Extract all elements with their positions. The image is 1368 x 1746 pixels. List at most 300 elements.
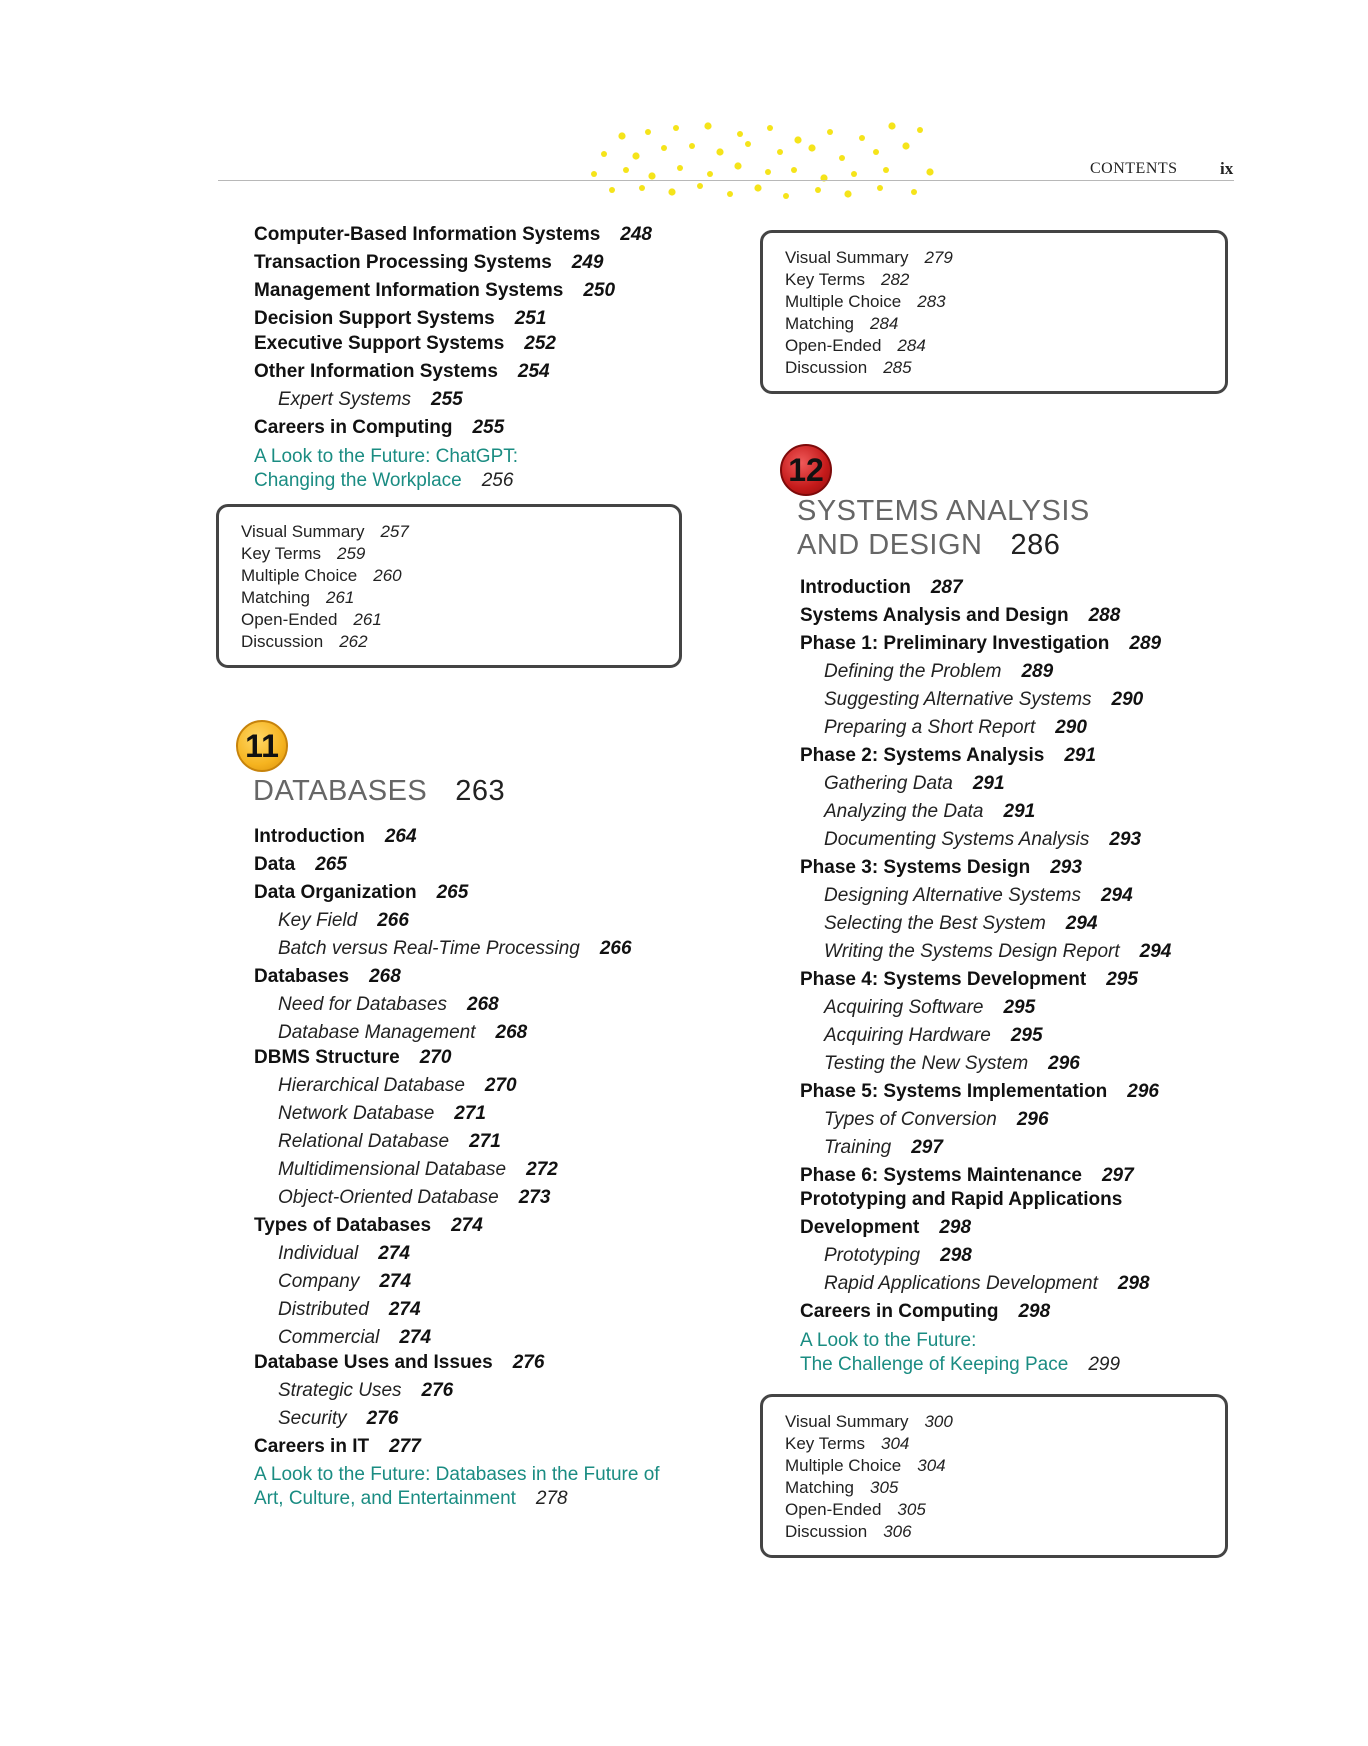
review-item bbox=[785, 1433, 1203, 1455]
toc-entry bbox=[800, 1081, 1159, 1103]
entry-page-number: 293 bbox=[1109, 829, 1142, 850]
toc-entry bbox=[254, 1215, 483, 1237]
entry-title: Decision Support Systems bbox=[254, 308, 495, 329]
entry-title: Selecting the Best System bbox=[824, 913, 1046, 934]
review-item-label: Matching bbox=[785, 314, 854, 333]
toc-subentry bbox=[800, 801, 1035, 823]
review-item-page: 283 bbox=[917, 292, 946, 311]
review-item bbox=[785, 1477, 1203, 1499]
entry-title: Changing the Workplace bbox=[254, 470, 462, 491]
entry-title: Types of Databases bbox=[254, 1215, 432, 1236]
entry-page-number: 294 bbox=[1100, 885, 1133, 906]
decorative-dot bbox=[707, 171, 713, 177]
toc-entry bbox=[800, 605, 1120, 627]
chapter10-review-box bbox=[216, 504, 682, 668]
decorative-dot bbox=[737, 131, 743, 137]
chapter12-title bbox=[797, 494, 1090, 562]
toc-subentry bbox=[800, 1273, 1150, 1295]
decorative-dot bbox=[794, 136, 801, 143]
toc-entry bbox=[800, 1301, 1050, 1323]
entry-title: Development bbox=[800, 1217, 920, 1238]
entry-page-number: 289 bbox=[1129, 633, 1162, 654]
toc-entry bbox=[254, 882, 468, 904]
entry-title: Executive Support Systems bbox=[254, 333, 505, 354]
review-item-page: 285 bbox=[883, 358, 912, 377]
review-item-page: 260 bbox=[373, 566, 402, 585]
entry-title: Data Organization bbox=[254, 882, 417, 903]
entry-title: DBMS Structure bbox=[254, 1047, 400, 1068]
review-item-page: 306 bbox=[883, 1522, 912, 1541]
entry-title: Transaction Processing Systems bbox=[254, 252, 552, 273]
toc-entry bbox=[800, 577, 963, 599]
toc-subentry bbox=[800, 717, 1087, 739]
chapter11-number: 11 bbox=[245, 727, 279, 764]
decorative-dot bbox=[618, 132, 625, 139]
toc-subentry bbox=[800, 941, 1171, 963]
entry-title: Batch versus Real-Time Processing bbox=[278, 938, 580, 959]
entry-title: Databases bbox=[254, 966, 350, 987]
entry-page-number: 270 bbox=[419, 1047, 452, 1068]
entry-title: Rapid Applications Development bbox=[824, 1273, 1098, 1294]
entry-title: Defining the Problem bbox=[824, 661, 1002, 682]
toc-subentry bbox=[254, 1131, 501, 1153]
review-item-page: 300 bbox=[924, 1412, 953, 1431]
entry-title: Key Field bbox=[278, 910, 358, 931]
entry-title: Prototyping and Rapid Applications bbox=[800, 1189, 1123, 1210]
decorative-dot bbox=[911, 189, 917, 195]
entry-title: Systems Analysis and Design bbox=[800, 605, 1069, 626]
entry-title: Preparing a Short Report bbox=[824, 717, 1036, 738]
toc-entry bbox=[800, 633, 1161, 655]
review-item-label: Matching bbox=[785, 1478, 854, 1497]
toc-subentry bbox=[800, 1109, 1049, 1131]
review-item-page: 304 bbox=[917, 1456, 946, 1475]
entry-page-number: 296 bbox=[1016, 1109, 1049, 1130]
entry-page-number: 255 bbox=[431, 389, 463, 410]
decorative-dot bbox=[673, 125, 679, 131]
entry-title: Designing Alternative Systems bbox=[824, 885, 1081, 906]
entry-page-number: 295 bbox=[1003, 997, 1036, 1018]
entry-page-number: 287 bbox=[930, 577, 963, 598]
chapter11-review-box bbox=[760, 230, 1228, 394]
entry-page-number: 249 bbox=[571, 252, 604, 273]
decorative-dot bbox=[648, 172, 655, 179]
entry-page-number: 252 bbox=[524, 333, 556, 354]
entry-title: A Look to the Future: Databases in the Future of bbox=[254, 1464, 660, 1485]
entry-title: Prototyping bbox=[824, 1245, 921, 1266]
entry-page-number: 268 bbox=[495, 1022, 528, 1043]
review-item-label: Visual Summary bbox=[241, 522, 365, 541]
entry-page-number: 288 bbox=[1088, 605, 1121, 626]
toc-subentry bbox=[254, 910, 409, 932]
toc-entry bbox=[254, 1436, 421, 1458]
entry-page-number: 265 bbox=[436, 882, 469, 903]
toc-subentry bbox=[254, 1299, 421, 1321]
review-item bbox=[785, 247, 1203, 269]
entry-title: Relational Database bbox=[278, 1131, 450, 1152]
review-item-label: Key Terms bbox=[785, 270, 865, 289]
entry-page-number: 299 bbox=[1088, 1354, 1121, 1375]
entry-page-number: 272 bbox=[526, 1159, 558, 1180]
review-item bbox=[241, 565, 657, 587]
entry-title: Commercial bbox=[278, 1327, 380, 1348]
review-item bbox=[241, 587, 657, 609]
review-item-page: 284 bbox=[897, 336, 926, 355]
toc-subentry bbox=[254, 994, 499, 1016]
review-item bbox=[785, 291, 1203, 313]
toc-subentry bbox=[254, 1159, 558, 1181]
toc-entry bbox=[254, 1352, 544, 1374]
toc-subentry bbox=[800, 1025, 1043, 1047]
entry-title: Distributed bbox=[278, 1299, 369, 1320]
entry-title: Introduction bbox=[254, 826, 365, 847]
decorative-dot bbox=[777, 149, 783, 155]
entry-title: Testing the New System bbox=[824, 1053, 1029, 1074]
entry-page-number: 291 bbox=[972, 773, 1005, 794]
chapter12-title-line1: SYSTEMS ANALYSIS bbox=[797, 495, 1090, 527]
decorative-dot bbox=[765, 169, 771, 175]
entry-title: Management Information Systems bbox=[254, 280, 564, 301]
review-item-page: 282 bbox=[881, 270, 910, 289]
entry-page-number: 298 bbox=[1018, 1301, 1051, 1322]
entry-page-number: 251 bbox=[514, 308, 547, 329]
entry-page-number: 268 bbox=[467, 994, 499, 1015]
look-to-future-entry bbox=[800, 1354, 1120, 1376]
chapter12-number: 12 bbox=[788, 451, 824, 488]
toc-entry bbox=[800, 1189, 1122, 1211]
review-item-page: 305 bbox=[869, 1478, 899, 1497]
toc-entry bbox=[254, 361, 550, 383]
entry-title: Suggesting Alternative Systems bbox=[824, 689, 1092, 710]
review-item bbox=[241, 521, 657, 543]
entry-title: Phase 6: Systems Maintenance bbox=[800, 1165, 1082, 1186]
entry-page-number: 254 bbox=[517, 361, 550, 382]
review-item-label: Discussion bbox=[785, 1522, 868, 1541]
decorative-dot bbox=[745, 141, 751, 147]
review-item bbox=[785, 1411, 1203, 1433]
chapter11-badge bbox=[236, 720, 288, 772]
toc-entry bbox=[800, 745, 1096, 767]
entry-page-number: 276 bbox=[366, 1408, 399, 1429]
review-item-page: 261 bbox=[353, 610, 382, 629]
review-item bbox=[785, 1455, 1203, 1477]
decorative-dot bbox=[689, 143, 695, 149]
entry-page-number: 256 bbox=[481, 470, 514, 491]
entry-title: Database Management bbox=[278, 1022, 476, 1043]
toc-entry bbox=[800, 1217, 971, 1239]
toc-subentry bbox=[800, 1245, 972, 1267]
toc-subentry bbox=[800, 885, 1133, 907]
decorative-dot bbox=[877, 185, 883, 191]
entry-page-number: 271 bbox=[469, 1131, 501, 1152]
review-item-label: Multiple Choice bbox=[785, 1456, 902, 1475]
toc-subentry bbox=[254, 389, 463, 411]
entry-title: Careers in Computing bbox=[254, 417, 453, 438]
entry-title: Database Uses and Issues bbox=[254, 1352, 493, 1373]
entry-page-number: 291 bbox=[1064, 745, 1097, 766]
toc-subentry bbox=[254, 1075, 517, 1097]
entry-title: Types of Conversion bbox=[824, 1109, 997, 1130]
decorative-dot bbox=[827, 129, 833, 135]
review-item-page: 304 bbox=[881, 1434, 910, 1453]
decorative-dot bbox=[668, 188, 675, 195]
running-head: CONTENTS bbox=[1090, 160, 1178, 177]
entry-title: Expert Systems bbox=[278, 389, 412, 410]
entry-title: Computer-Based Information Systems bbox=[254, 224, 601, 245]
review-item-label: Visual Summary bbox=[785, 1412, 909, 1431]
entry-page-number: 271 bbox=[454, 1103, 486, 1124]
review-item-page: 305 bbox=[897, 1500, 926, 1519]
toc-subentry bbox=[254, 1187, 550, 1209]
review-item-page: 257 bbox=[380, 522, 409, 541]
toc-entry bbox=[800, 1165, 1134, 1187]
entry-page-number: 297 bbox=[911, 1137, 943, 1158]
look-to-future-entry bbox=[254, 1464, 660, 1486]
entry-title: Individual bbox=[278, 1243, 359, 1264]
decorative-dot bbox=[754, 184, 761, 191]
decorative-dot bbox=[783, 193, 789, 199]
toc-subentry bbox=[800, 1137, 943, 1159]
toc-subentry bbox=[800, 1053, 1080, 1075]
toc-subentry bbox=[254, 938, 632, 960]
entry-title: Training bbox=[824, 1137, 892, 1158]
entry-page-number: 294 bbox=[1139, 941, 1172, 962]
toc-subentry bbox=[254, 1022, 527, 1044]
review-item bbox=[241, 609, 657, 631]
review-item bbox=[785, 335, 1203, 357]
decorative-dot bbox=[632, 152, 639, 159]
decorative-dot bbox=[873, 149, 879, 155]
toc-subentry bbox=[254, 1380, 453, 1402]
review-item bbox=[785, 1499, 1203, 1521]
review-item bbox=[785, 313, 1203, 335]
look-to-future-entry bbox=[254, 1488, 568, 1510]
entry-page-number: 293 bbox=[1050, 857, 1082, 878]
entry-title: Analyzing the Data bbox=[824, 801, 984, 822]
chapter11-page: 263 bbox=[455, 775, 506, 807]
decorative-dot bbox=[727, 191, 733, 197]
toc-entry bbox=[800, 969, 1138, 991]
entry-page-number: 290 bbox=[1111, 689, 1144, 710]
toc-entry bbox=[254, 280, 615, 302]
review-item-label: Key Terms bbox=[785, 1434, 865, 1453]
entry-page-number: 255 bbox=[472, 417, 505, 438]
toc-entry bbox=[254, 966, 401, 988]
entry-title: Phase 3: Systems Design bbox=[800, 857, 1031, 878]
decorative-dot bbox=[767, 125, 773, 131]
decorative-dot bbox=[609, 187, 615, 193]
review-item bbox=[785, 1521, 1203, 1543]
review-item-label: Visual Summary bbox=[785, 248, 909, 267]
entry-title: Hierarchical Database bbox=[278, 1075, 465, 1096]
decorative-dot bbox=[601, 151, 607, 157]
entry-page-number: 274 bbox=[399, 1327, 432, 1348]
decorative-dot bbox=[791, 167, 797, 173]
decorative-dots bbox=[580, 118, 950, 208]
toc-entry bbox=[254, 333, 556, 355]
entry-page-number: 265 bbox=[315, 854, 347, 875]
decorative-dot bbox=[661, 145, 667, 151]
entry-title: The Challenge of Keeping Pace bbox=[800, 1354, 1069, 1375]
look-to-future-entry bbox=[254, 446, 518, 468]
entry-page-number: 298 bbox=[940, 1245, 972, 1266]
entry-title: Multidimensional Database bbox=[278, 1159, 507, 1180]
entry-page-number: 264 bbox=[384, 826, 417, 847]
entry-page-number: 296 bbox=[1127, 1081, 1159, 1102]
toc-entry bbox=[254, 854, 347, 876]
chapter12-badge bbox=[780, 444, 832, 496]
entry-title: Network Database bbox=[278, 1103, 435, 1124]
entry-title: Phase 1: Preliminary Investigation bbox=[800, 633, 1110, 654]
chapter11-title bbox=[253, 774, 505, 808]
entry-page-number: 274 bbox=[379, 1271, 412, 1292]
decorative-dot bbox=[888, 122, 895, 129]
entry-title: Object-Oriented Database bbox=[278, 1187, 499, 1208]
entry-title: Phase 4: Systems Development bbox=[800, 969, 1087, 990]
entry-page-number: 268 bbox=[369, 966, 401, 987]
review-item-page: 262 bbox=[339, 632, 368, 651]
review-item-page: 279 bbox=[924, 248, 953, 267]
review-item-label: Discussion bbox=[241, 632, 324, 651]
toc-entry bbox=[254, 417, 504, 439]
review-item bbox=[785, 269, 1203, 291]
entry-page-number: 274 bbox=[378, 1243, 410, 1264]
review-item bbox=[241, 631, 657, 653]
review-item-page: 259 bbox=[337, 544, 366, 563]
entry-title: Strategic Uses bbox=[278, 1380, 402, 1401]
entry-title: Careers in Computing bbox=[800, 1301, 999, 1322]
review-item-label: Key Terms bbox=[241, 544, 321, 563]
entry-title: Writing the Systems Design Report bbox=[824, 941, 1120, 962]
review-item-label: Discussion bbox=[785, 358, 868, 377]
entry-page-number: 266 bbox=[599, 938, 632, 959]
review-item-label: Multiple Choice bbox=[241, 566, 358, 585]
toc-subentry bbox=[254, 1327, 431, 1349]
review-item-label: Multiple Choice bbox=[785, 292, 902, 311]
entry-page-number: 248 bbox=[620, 224, 652, 245]
entry-page-number: 276 bbox=[421, 1380, 454, 1401]
decorative-dot bbox=[815, 187, 821, 193]
entry-title: Security bbox=[278, 1408, 347, 1429]
decorative-dot bbox=[623, 167, 629, 173]
entry-page-number: 273 bbox=[518, 1187, 551, 1208]
review-item-page: 284 bbox=[869, 314, 899, 333]
entry-page-number: 276 bbox=[512, 1352, 545, 1373]
review-item-label: Matching bbox=[241, 588, 310, 607]
toc-subentry bbox=[254, 1243, 410, 1265]
toc-subentry bbox=[254, 1408, 398, 1430]
entry-page-number: 289 bbox=[1021, 661, 1054, 682]
toc-subentry bbox=[254, 1271, 411, 1293]
entry-title: Careers in IT bbox=[254, 1436, 370, 1457]
review-item-page: 261 bbox=[325, 588, 355, 607]
entry-title: A Look to the Future: bbox=[800, 1330, 977, 1351]
decorative-dot bbox=[697, 183, 703, 189]
review-item bbox=[785, 357, 1203, 379]
review-item-label: Open-Ended bbox=[785, 1500, 882, 1519]
entry-page-number: 296 bbox=[1048, 1053, 1080, 1074]
decorative-dot bbox=[716, 148, 723, 155]
decorative-dot bbox=[917, 127, 923, 133]
review-item-label: Open-Ended bbox=[785, 336, 882, 355]
decorative-dot bbox=[851, 171, 857, 177]
decorative-dot bbox=[883, 167, 889, 173]
toc-subentry bbox=[800, 689, 1143, 711]
toc-entry bbox=[254, 224, 652, 246]
toc-subentry bbox=[800, 997, 1035, 1019]
toc-entry bbox=[254, 826, 417, 848]
decorative-dot bbox=[839, 155, 845, 161]
decorative-dot bbox=[859, 135, 865, 141]
decorative-dot bbox=[926, 168, 933, 175]
entry-page-number: 277 bbox=[389, 1436, 421, 1457]
entry-title: Need for Databases bbox=[278, 994, 447, 1015]
entry-title: Gathering Data bbox=[824, 773, 953, 794]
entry-title: Data bbox=[254, 854, 296, 875]
toc-subentry bbox=[800, 913, 1097, 935]
decorative-dot bbox=[591, 171, 597, 177]
review-item-label: Open-Ended bbox=[241, 610, 338, 629]
entry-page-number: 270 bbox=[484, 1075, 517, 1096]
page-number: ix bbox=[1220, 159, 1234, 178]
entry-page-number: 291 bbox=[1003, 801, 1036, 822]
entry-page-number: 290 bbox=[1055, 717, 1087, 738]
entry-page-number: 274 bbox=[388, 1299, 421, 1320]
entry-page-number: 298 bbox=[939, 1217, 972, 1238]
entry-page-number: 297 bbox=[1101, 1165, 1134, 1186]
toc-entry bbox=[254, 1047, 451, 1069]
decorative-dot bbox=[844, 190, 851, 197]
entry-title: Acquiring Hardware bbox=[824, 1025, 991, 1046]
entry-title: Phase 2: Systems Analysis bbox=[800, 745, 1045, 766]
decorative-dot bbox=[704, 122, 711, 129]
chapter12-title-line2: AND DESIGN bbox=[797, 529, 983, 561]
entry-page-number: 274 bbox=[451, 1215, 483, 1236]
entry-title: A Look to the Future: ChatGPT: bbox=[254, 446, 519, 467]
entry-title: Documenting Systems Analysis bbox=[824, 829, 1090, 850]
chapter12-page: 286 bbox=[1010, 529, 1061, 561]
toc-subentry bbox=[800, 829, 1141, 851]
entry-page-number: 295 bbox=[1106, 969, 1138, 990]
decorative-dot bbox=[645, 129, 651, 135]
toc-subentry bbox=[254, 1103, 486, 1125]
entry-title: Company bbox=[278, 1271, 360, 1292]
toc-entry bbox=[254, 252, 604, 274]
review-item bbox=[241, 543, 657, 565]
toc-subentry bbox=[800, 773, 1005, 795]
look-to-future-entry bbox=[800, 1330, 976, 1352]
look-to-future-entry bbox=[254, 470, 513, 492]
entry-page-number: 278 bbox=[535, 1488, 568, 1509]
decorative-dot bbox=[734, 162, 741, 169]
header-rule bbox=[218, 180, 1234, 181]
toc-entry bbox=[800, 857, 1082, 879]
entry-page-number: 298 bbox=[1117, 1273, 1150, 1294]
decorative-dot bbox=[902, 142, 909, 149]
chapter12-review-box bbox=[760, 1394, 1228, 1558]
entry-title: Other Information Systems bbox=[254, 361, 498, 382]
entry-page-number: 294 bbox=[1065, 913, 1098, 934]
entry-title: Phase 5: Systems Implementation bbox=[800, 1081, 1108, 1102]
toc-subentry bbox=[800, 661, 1053, 683]
entry-page-number: 266 bbox=[377, 910, 409, 931]
entry-page-number: 250 bbox=[583, 280, 616, 301]
chapter11-title-text: DATABASES bbox=[253, 775, 428, 807]
entry-title: Introduction bbox=[800, 577, 911, 598]
entry-title: Art, Culture, and Entertainment bbox=[254, 1488, 516, 1509]
entry-page-number: 295 bbox=[1010, 1025, 1043, 1046]
decorative-dot bbox=[808, 144, 815, 151]
